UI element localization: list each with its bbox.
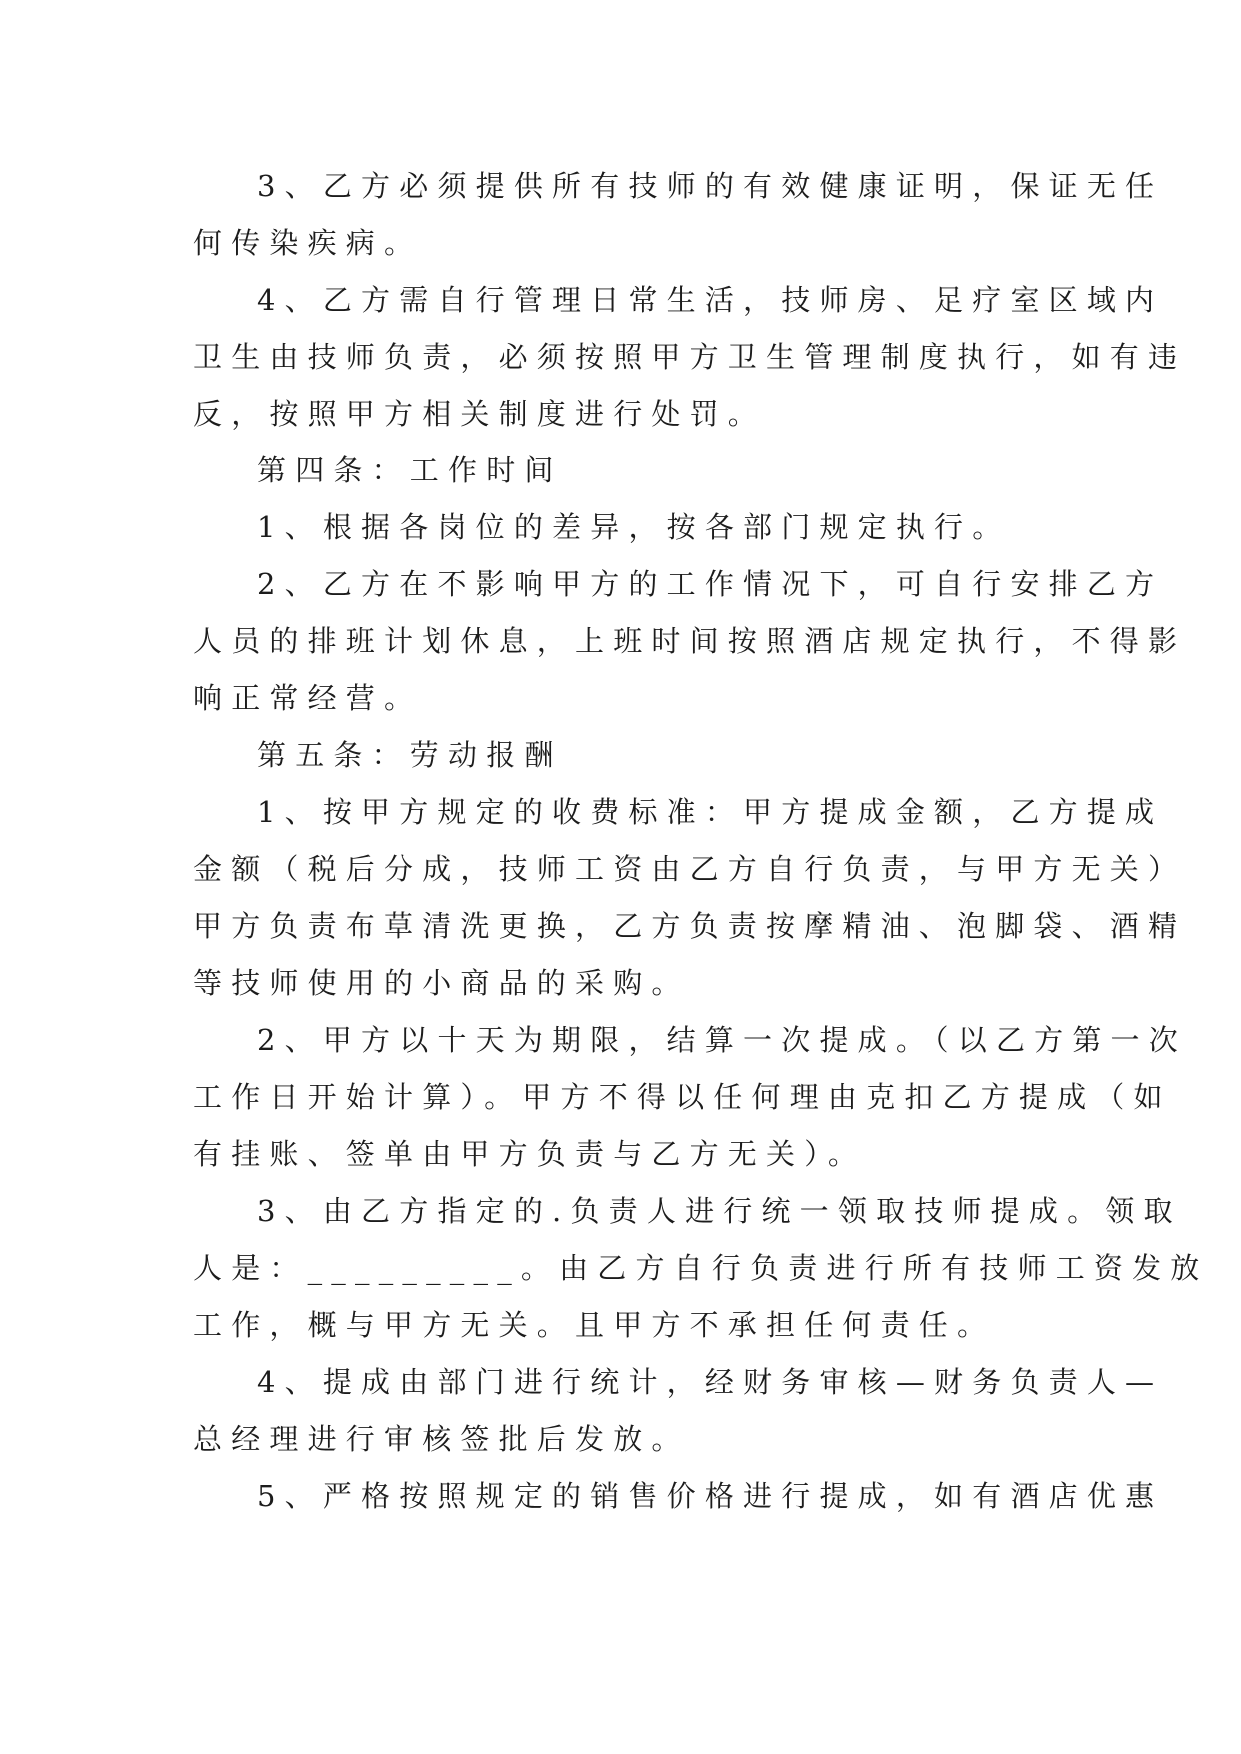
paragraph-line: 2、甲方以十天为期限，结算一次提成。（以乙方第一次: [257, 1023, 1187, 1057]
paragraph-line: 3、由乙方指定的.负责人进行统一领取技师提成。领取: [257, 1194, 1182, 1228]
paragraph-line: 何传染疾病。: [193, 226, 423, 260]
paragraph-line: 1、根据各岗位的差异，按各部门规定执行。: [257, 510, 1011, 544]
paragraph-line: 金额（税后分成，技师工资由乙方自行负责，与甲方无关）: [193, 852, 1187, 886]
paragraph-line: 1、按甲方规定的收费标准：甲方提成金额，乙方提成: [257, 795, 1164, 829]
paragraph-line: 工作日开始计算）。甲方不得以任何理由克扣乙方提成（如: [193, 1080, 1172, 1114]
paragraph-line: 3、乙方必须提供所有技师的有效健康证明，保证无任: [257, 169, 1164, 203]
paragraph-line: 人是：_________。由乙方自行负责进行所有技师工资发放: [193, 1251, 1209, 1285]
paragraph-line: 甲方负责布草清洗更换，乙方负责按摩精油、泡脚袋、酒精: [193, 909, 1187, 943]
paragraph-line: 有挂账、签单由甲方负责与乙方无关）。: [193, 1137, 867, 1171]
paragraph-line: 等技师使用的小商品的采购。: [193, 966, 690, 1000]
paragraph-line: 4、提成由部门进行统计，经财务审核—财务负责人—: [257, 1365, 1164, 1399]
paragraph-line: 2、乙方在不影响甲方的工作情况下，可自行安排乙方: [257, 567, 1164, 601]
paragraph-line: 响正常经营。: [193, 681, 423, 715]
paragraph-line: 反，按照甲方相关制度进行处罚。: [193, 397, 767, 431]
section-heading: 第四条：工作时间: [257, 453, 563, 487]
paragraph-line: 人员的排班计划休息，上班时间按照酒店规定执行，不得影: [193, 624, 1187, 658]
paragraph-line: 卫生由技师负责，必须按照甲方卫生管理制度执行，如有违: [193, 340, 1187, 374]
paragraph-line: 4、乙方需自行管理日常生活，技师房、足疗室区域内: [257, 283, 1164, 317]
paragraph-line: 工作，概与甲方无关。且甲方不承担任何责任。: [193, 1308, 996, 1342]
section-heading: 第五条：劳动报酬: [257, 738, 563, 772]
paragraph-line: 总经理进行审核签批后发放。: [193, 1422, 690, 1456]
paragraph-line: 5、严格按照规定的销售价格进行提成，如有酒店优惠: [257, 1479, 1164, 1513]
